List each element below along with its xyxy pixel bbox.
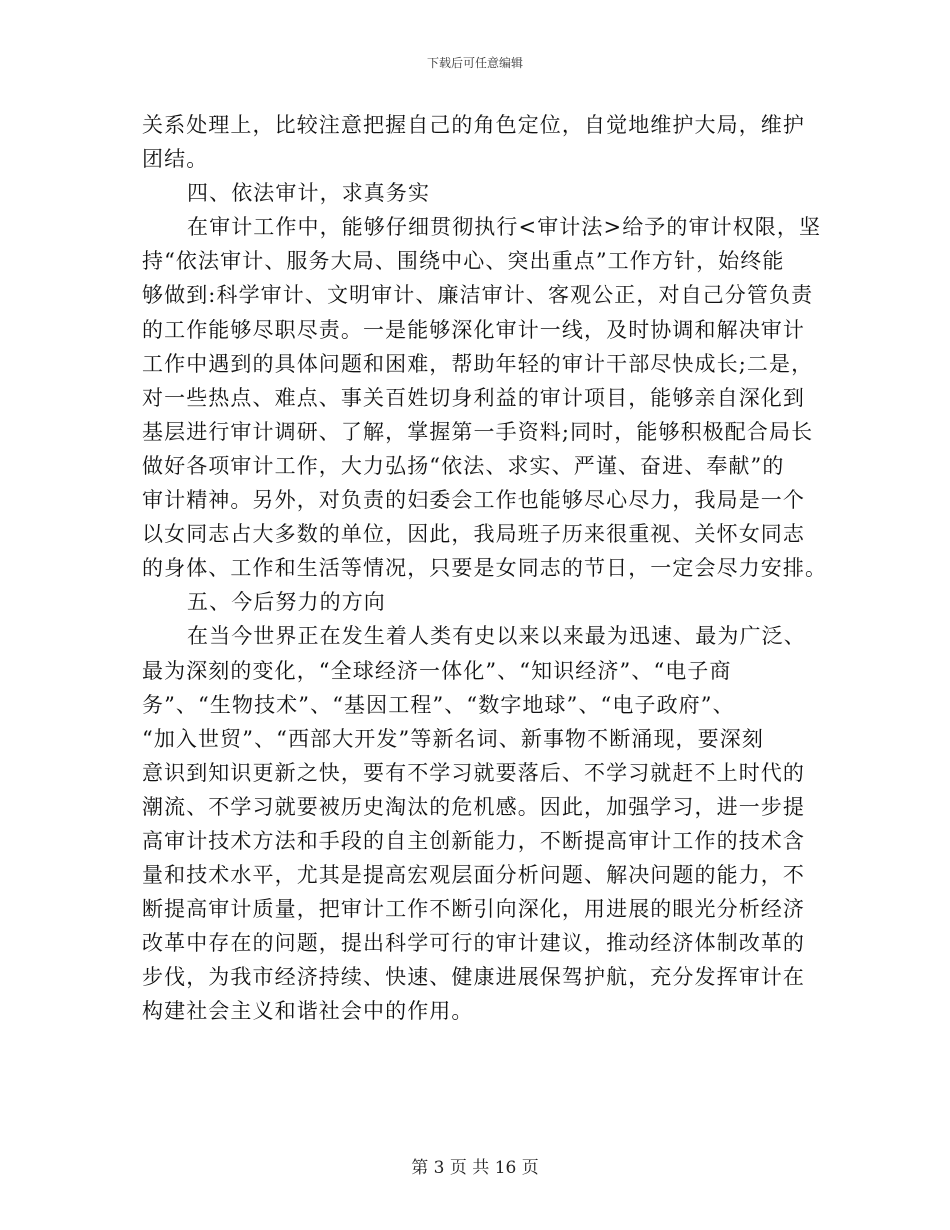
text-line: 五、今后努力的方向 <box>187 590 386 615</box>
text-line: 高审计技术方法和手段的自主创新能力，不断提高审计工作的技术含 <box>142 828 805 853</box>
text-line: 量和技术水平，尤其是提高宏观层面分析问题、解决问题的能力，不 <box>142 863 805 888</box>
text-line: 审计精神。另外，对负责的妇委会工作也能够尽心尽力，我局是一个 <box>142 488 805 513</box>
text-line: 意识到知识更新之快，要有不学习就要落后、不学习就赶不上时代的 <box>142 760 805 785</box>
text-line: “加入世贸”、“西部大开发”等新名词、新事物不断涌现，要深刻 <box>142 726 764 751</box>
text-line: 够做到:科学审计、文明审计、廉洁审计、客观公正，对自己分管负责 <box>142 283 814 308</box>
text-line: 工作中遇到的具体问题和困难，帮助年轻的审计干部尽快成长;二是， <box>142 351 814 376</box>
text-line: 的工作能够尽职尽责。一是能够深化审计一线，及时协调和解决审计 <box>142 317 805 342</box>
text-line: 最为深刻的变化，“全球经济一体化”、“知识经济”、“电子商 <box>142 658 732 683</box>
text-line: 改革中存在的问题，提出科学可行的审计建议，推动经济体制改革的 <box>142 931 805 956</box>
text-line: 关系处理上，比较注意把握自己的角色定位，自觉地维护大局，维护 <box>142 113 805 137</box>
text-line: 四、依法审计，求真务实 <box>187 181 431 206</box>
text-line: 以女同志占大多数的单位，因此，我局班子历来很重视、关怀女同志 <box>142 522 805 547</box>
text-line: 对一些热点、难点、事关百姓切身利益的审计项目，能够亲自深化到 <box>142 385 805 410</box>
document-body <box>142 108 828 1029</box>
text-line: 步伐，为我市经济持续、快速、健康进展保驾护航，充分发挥审计在 <box>142 965 805 990</box>
text-line: 持“依法审计、服务大局、围绕中心、突出重点”工作方针，始终能 <box>142 249 785 274</box>
text-line: 做好各项审计工作，大力弘扬“依法、求实、严谨、奋进、奉献”的 <box>142 453 785 478</box>
text-line: 务”、“生物技术”、“基因工程”、“数字地球”、“电子政府”、 <box>142 692 735 717</box>
text-line: 基层进行审计调研、了解，掌握第一手资料;同时，能够积极配合局长 <box>142 419 814 444</box>
text-line: 构建社会主义和谐社会中的作用。 <box>142 999 474 1024</box>
text-line: 潮流、不学习就要被历史淘汰的危机感。因此，加强学习，进一步提 <box>142 794 805 819</box>
page-header: 下载后可任意编辑 <box>426 56 523 70</box>
text-line: 在当今世界正在发生着人类有史以来以来最为迅速、最为广泛、 <box>187 624 806 649</box>
text-line: 在审计工作中，能够仔细贯彻执行<审计法>给予的审计权限，坚 <box>187 215 822 240</box>
text-line: 的身体、工作和生活等情况，只要是女同志的节日，一定会尽力安排。 <box>142 556 828 581</box>
page-footer: 第 3 页 共 16 页 <box>411 1158 539 1178</box>
text-line: 团结。 <box>142 147 209 172</box>
text-line: 断提高审计质量，把审计工作不断引向深化，用进展的眼光分析经济 <box>142 897 805 922</box>
